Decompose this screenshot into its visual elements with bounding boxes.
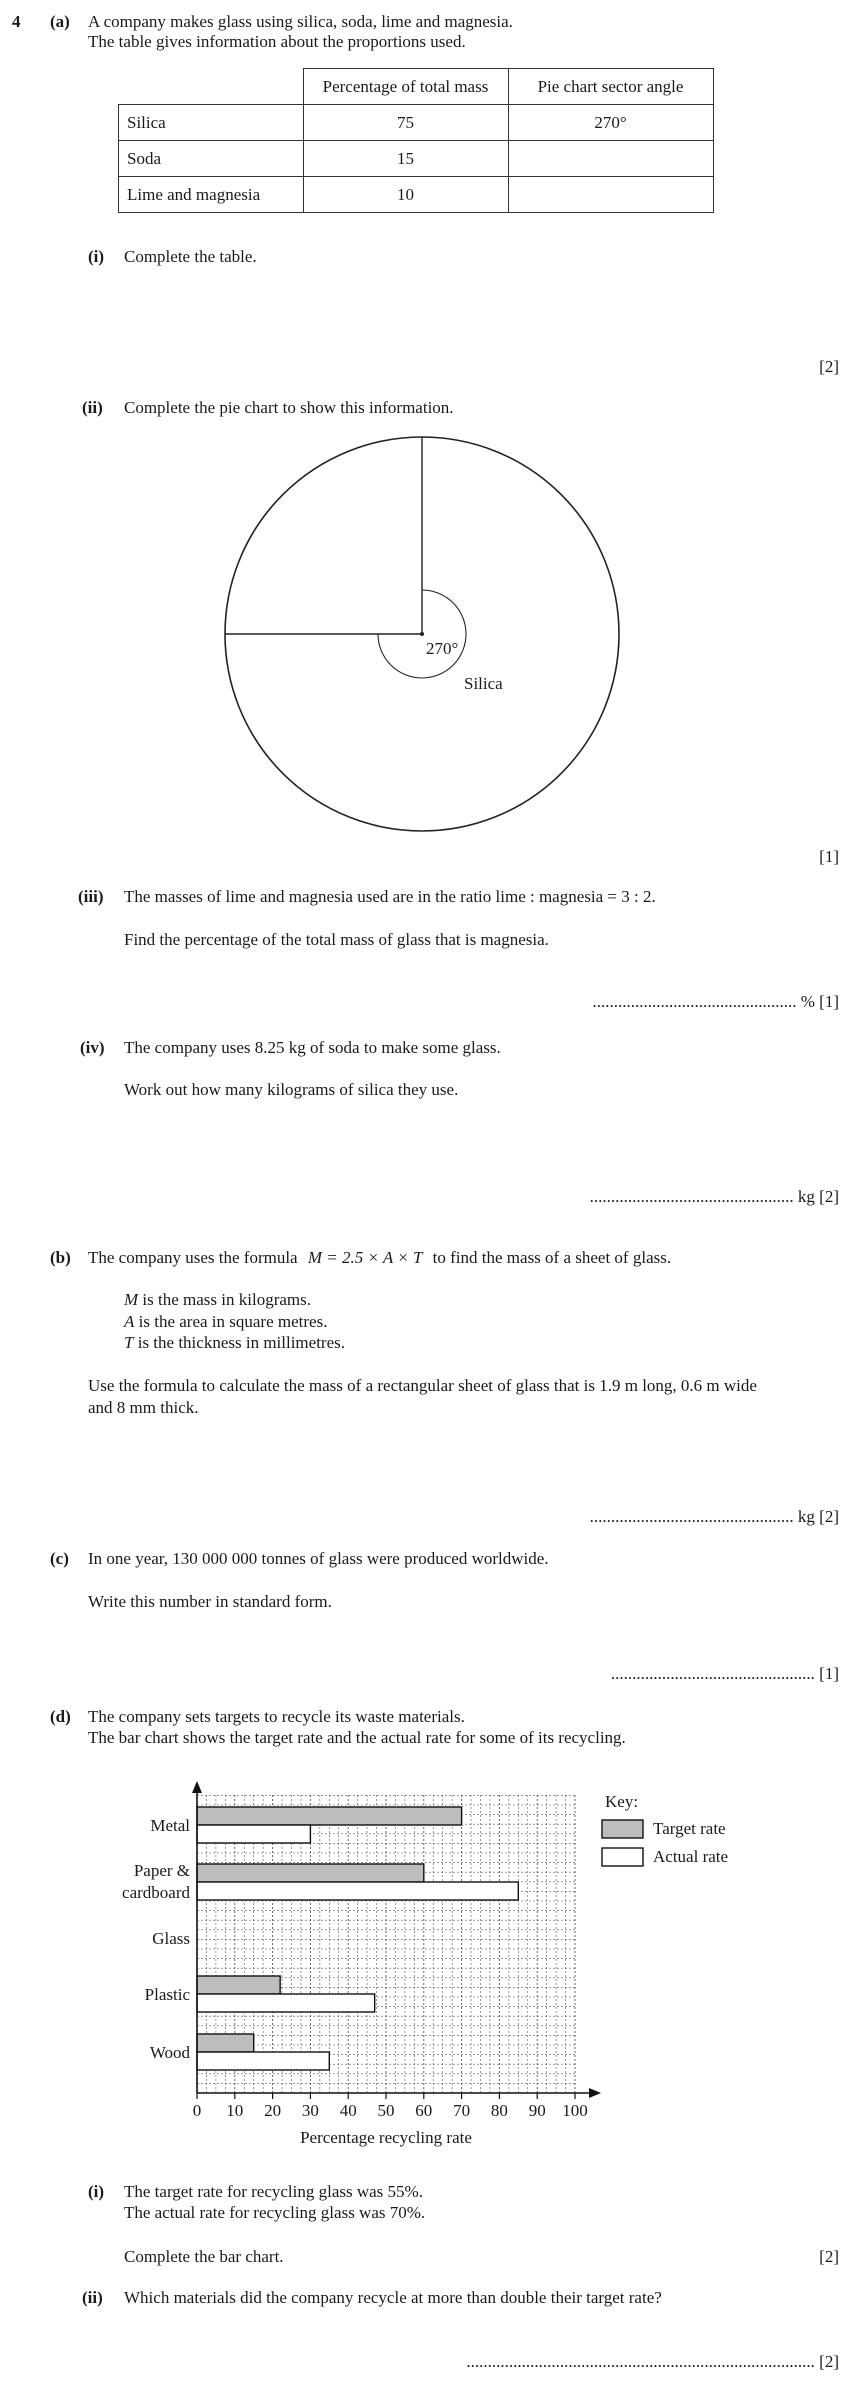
table-cell-percent: 75 (303, 105, 508, 141)
part-a-i-text: Complete the table. (124, 247, 257, 266)
table-cell-percent: 15 (303, 141, 508, 177)
part-a-iv-text-1: The company uses 8.25 kg of soda to make some glass. (124, 1038, 501, 1057)
definition-a-symbol: A (124, 1312, 135, 1331)
part-c-text-1: In one year, 130 000 000 tonnes of glass were produced worldwide. (88, 1549, 549, 1568)
part-b-text-after: to find the mass of a sheet of glass. (432, 1248, 672, 1267)
actual-bar-plastic (197, 1994, 375, 2012)
formula: M = 2.5 × A × T (307, 1248, 423, 1267)
target-bar-wood (197, 2034, 254, 2052)
part-c-answer[interactable]: ................................................ [1] (610, 1664, 839, 1683)
part-a-i-marks: [2] (819, 357, 839, 376)
x-axis-arrow (589, 2088, 601, 2098)
sector-label-silica: Silica (464, 674, 503, 693)
part-d-i-marks: [2] (819, 2247, 839, 2266)
part-a-ii-text: Complete the pie chart to show this information. (124, 398, 454, 417)
legend-label: Actual rate (653, 1847, 729, 1866)
part-d-i-text-2: The actual rate for recycling glass was 70%. (124, 2203, 426, 2222)
part-a-iii-label: (iii) (78, 887, 104, 906)
part-d-ii-label: (ii) (82, 2288, 103, 2307)
category-label: Metal (150, 1816, 190, 1835)
part-d-label: (d) (50, 1707, 71, 1726)
definition-m-symbol: M (124, 1290, 139, 1309)
actual-bar-paper-cardboard (197, 1882, 518, 1900)
part-a-iv-label: (iv) (80, 1038, 105, 1057)
part-a-ii-label: (ii) (82, 398, 103, 417)
definition-m (124, 1290, 311, 1310)
table-cell-percent: 10 (303, 177, 508, 213)
x-tick-label: 100 (562, 2101, 588, 2120)
part-c-label: (c) (50, 1549, 69, 1568)
part-d-i-text-3: Complete the bar chart. (124, 2247, 284, 2266)
x-tick-label: 10 (226, 2101, 244, 2120)
x-tick-label: 20 (264, 2101, 282, 2120)
definition-a (124, 1312, 327, 1332)
target-bar-plastic (197, 1976, 280, 1994)
part-a-label: (a) (50, 12, 70, 31)
part-d-text-1: The company sets targets to recycle its waste materials. (88, 1707, 465, 1726)
part-c-text-2: Write this number in standard form. (88, 1592, 332, 1611)
part-a-iii-answer[interactable]: ................................................ % [1] (592, 992, 839, 1011)
table-row (119, 105, 714, 141)
part-a-iii-text-1: The masses of lime and magnesia used are in the ratio lime : magnesia = 3 : 2. (124, 887, 656, 906)
category-label: Wood (149, 2043, 190, 2062)
table-cell-angle-answer[interactable] (508, 141, 713, 177)
proportions-table (118, 68, 714, 213)
part-a-iv-answer[interactable]: ................................................ kg [2] (589, 1187, 839, 1206)
x-tick-label: 70 (453, 2101, 471, 2120)
table-row (119, 141, 714, 177)
category-label: Glass (152, 1929, 190, 1948)
part-b-answer[interactable]: ................................................ kg [2] (589, 1507, 839, 1526)
table-cell-angle-answer[interactable] (508, 177, 713, 213)
part-d-i-text-1: The target rate for recycling glass was 55%. (124, 2182, 423, 2201)
table-header-row (119, 69, 714, 105)
part-a-i-label: (i) (88, 247, 105, 266)
part-b-text-before: The company uses the formula (88, 1248, 298, 1267)
x-tick-label: 80 (490, 2101, 508, 2120)
x-axis-label: Percentage recycling rate (300, 2128, 472, 2147)
y-axis-arrow (192, 1781, 202, 1793)
part-a-ii-marks: [1] (819, 847, 839, 866)
table-cell-angle: 270° (508, 105, 713, 141)
part-a-intro-2: The table gives information about the proportions used. (88, 32, 466, 51)
part-b-text (88, 1248, 671, 1268)
pie-chart[interactable] (210, 430, 630, 840)
table-corner (119, 69, 304, 105)
target-bar-metal (197, 1807, 462, 1825)
part-a-intro-1: A company makes glass using silica, soda, lime and magnesia. (88, 12, 513, 31)
table-cell-name: Silica (119, 105, 304, 141)
part-b-task-2: and 8 mm thick. (88, 1398, 199, 1417)
pie-centre (420, 632, 424, 636)
legend-swatch (602, 1848, 643, 1866)
part-d-ii-answer[interactable]: .................................................................................. [2] (466, 2352, 839, 2371)
question-number: 4 (12, 12, 21, 31)
x-tick-label: 0 (192, 2101, 202, 2120)
definition-a-text: is the area in square metres. (138, 1312, 328, 1331)
part-d-text-2: The bar chart shows the target rate and the actual rate for some of its recycling. (88, 1728, 626, 1747)
part-d-i-label: (i) (88, 2182, 105, 2201)
target-bar-paper-cardboard (197, 1864, 424, 1882)
angle-label: 270° (426, 639, 459, 658)
legend-label: Target rate (653, 1819, 726, 1838)
table-header-angle: Pie chart sector angle (508, 69, 713, 105)
x-tick-label: 30 (301, 2101, 319, 2120)
definition-t-text: is the thickness in millimetres. (137, 1333, 345, 1352)
definition-m-text: is the mass in kilograms. (142, 1290, 311, 1309)
table-cell-name: Soda (119, 141, 304, 177)
part-d-ii-text: Which materials did the company recycle at more than double their target rate? (124, 2288, 662, 2307)
legend-swatch (602, 1820, 643, 1838)
table-row (119, 177, 714, 213)
x-tick-label: 50 (377, 2101, 395, 2120)
part-b-label: (b) (50, 1248, 71, 1267)
definition-t-symbol: T (124, 1333, 134, 1352)
table-cell-name: Lime and magnesia (119, 177, 304, 213)
x-tick-label: 90 (528, 2101, 546, 2120)
part-a-iii-text-2: Find the percentage of the total mass of glass that is magnesia. (124, 930, 549, 949)
part-b-task-1: Use the formula to calculate the mass of a rectangular sheet of glass that is 1.9 m long, 0.6 m wide (88, 1376, 757, 1395)
x-tick-label: 40 (339, 2101, 357, 2120)
table-header-percent: Percentage of total mass (303, 69, 508, 105)
part-a-iv-text-2: Work out how many kilograms of silica they use. (124, 1080, 459, 1099)
x-tick-label: 60 (415, 2101, 433, 2120)
actual-bar-wood (197, 2052, 329, 2070)
category-label: Paper & (133, 1861, 190, 1880)
category-label: Plastic (144, 1985, 190, 2004)
legend-title: Key: (605, 1792, 639, 1811)
definition-t (124, 1333, 345, 1353)
category-label: cardboard (122, 1883, 190, 1902)
actual-bar-metal (197, 1825, 310, 1843)
recycling-bar-chart[interactable] (0, 1760, 853, 2170)
